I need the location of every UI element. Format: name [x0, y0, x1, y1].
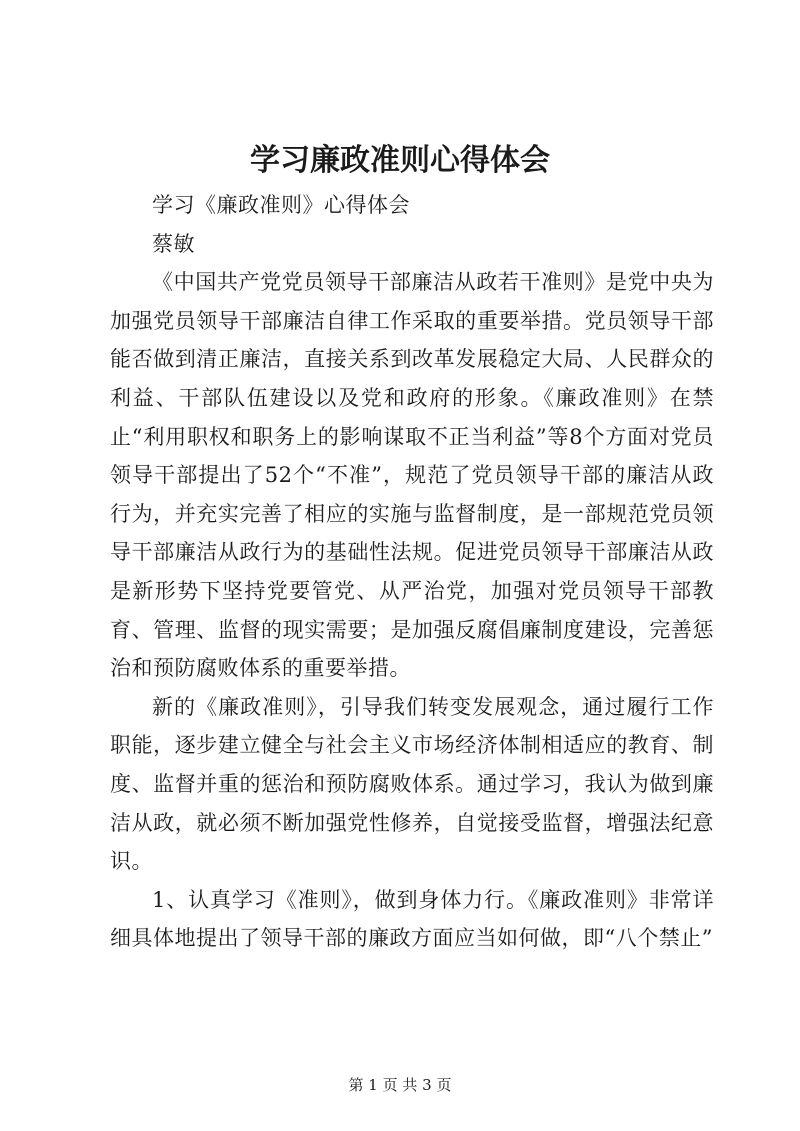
paragraph-3: 1、认真学习《准则》，做到身体力行。《廉政准则》非常详细具体地提出了领导干部的廉政方面应当如何做，即“八个禁止”: [110, 887, 714, 951]
paragraph-2: 新的《廉政准则》，引导我们转变发展观念，通过履行工作职能，逐步建立健全与社会主义市场经济体制相适应的教育、制度、监督并重的惩治和预防腐败体系。通过学习，我认为做到廉洁从政，就必须不断加强党性修养，自觉接受监督，增强法纪意识。: [110, 694, 714, 874]
paragraph-1: 《中国共产党党员领导干部廉洁从政若干准则》是党中央为加强党员领导干部廉洁自律工作采取的重要举措。党员领导干部能否做到清正廉洁，直接关系到改革发展稳定大局、人民群众的利益、干部队伍建设以及党和政府的形象。《廉政准则》在禁止“利用职权和职务上的影响谋取不正当利益”等8个方面对党员领导干部提出了52个“不准”，规范了党员领导干部的廉洁从政行为，并充实完善了相应的实施与监督制度，是一部规范党员领导干部廉洁从政行为的基础性法规。促进党员领导干部廉洁从政是新形势下坚持党要管党、从严治党，加强对党员领导干部教育、管理、监督的现实需要；是加强反腐倡廉制度建设，完善惩治和预防腐败体系的重要举措。: [110, 270, 714, 681]
document-title: 学习廉政准则心得体会: [250, 143, 550, 178]
page-footer: 第 1 页 共 3 页: [348, 1076, 452, 1094]
document-author: 蔡敏: [152, 231, 195, 256]
document-subtitle: 学习《廉政准则》心得体会: [152, 193, 410, 217]
document-body: [110, 186, 714, 958]
